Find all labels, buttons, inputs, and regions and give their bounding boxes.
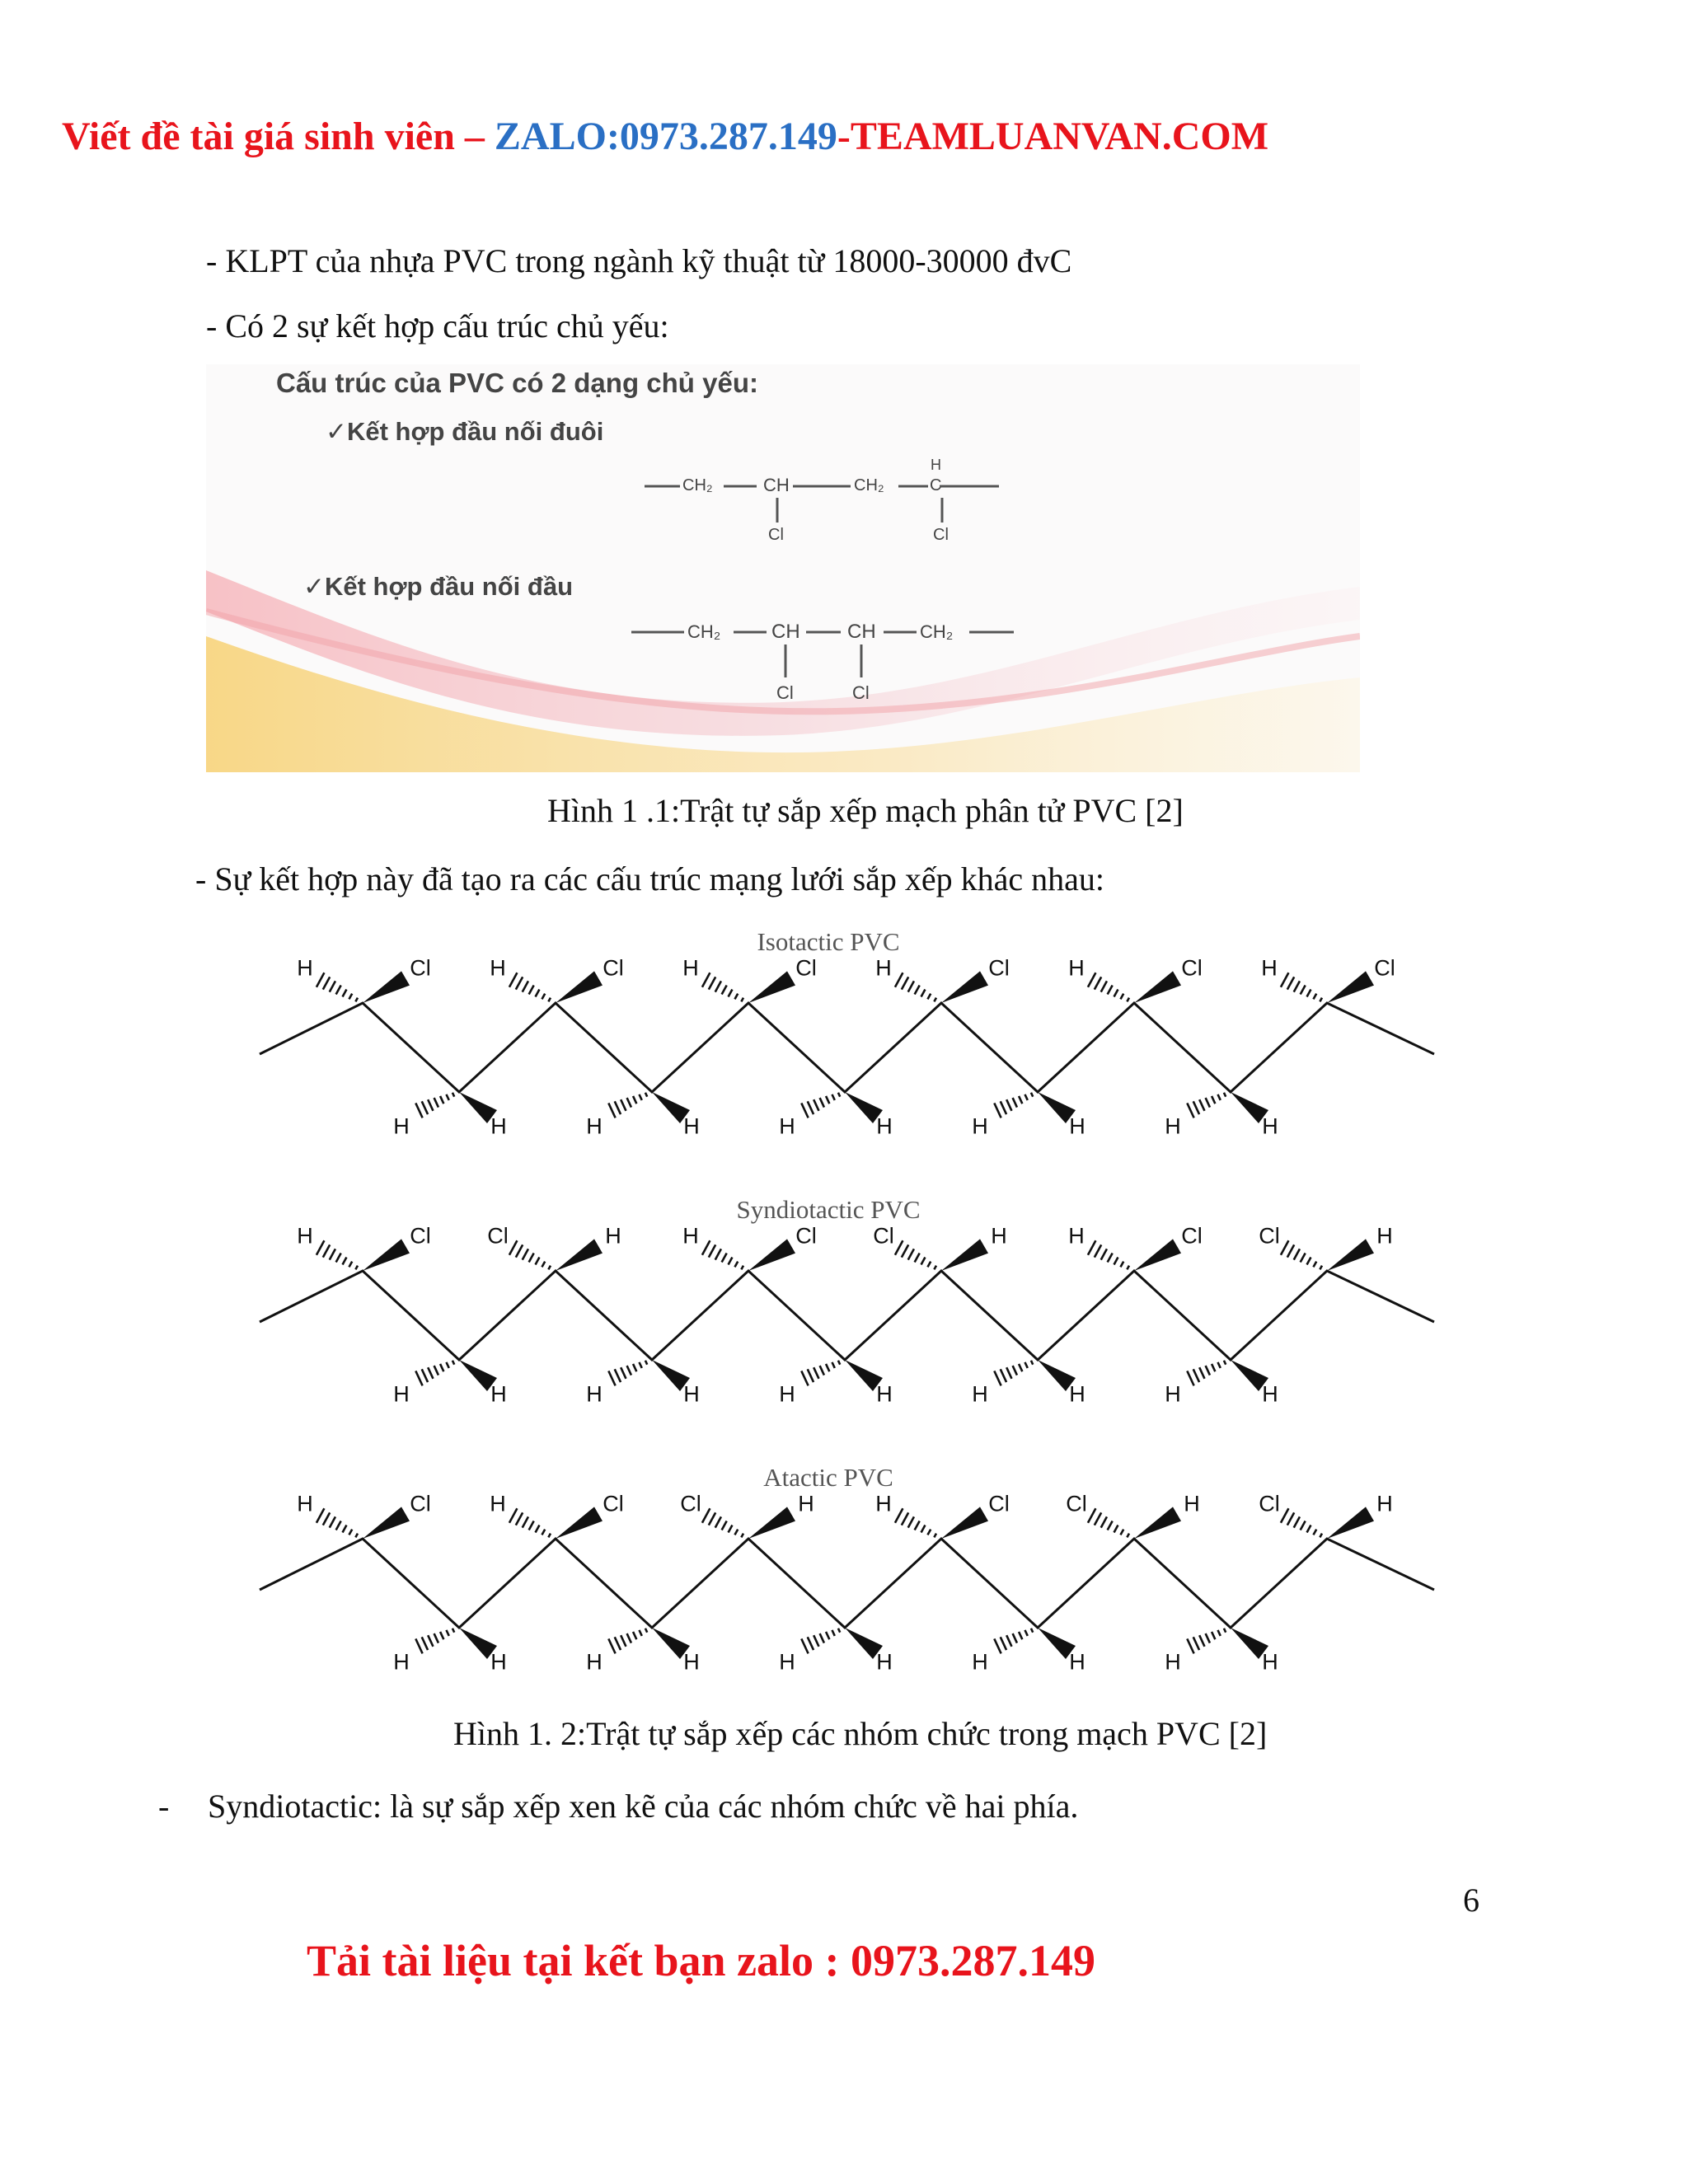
hash-top-2-0 <box>316 1508 358 1537</box>
wedge-top-1-5 <box>1327 1239 1374 1271</box>
atom-bottom-left-1-0: H <box>393 1381 410 1407</box>
atom-bottom-left-2-2: H <box>779 1649 795 1675</box>
atom-top-left-2-2: Cl <box>680 1491 701 1516</box>
hash-bottom-0-1 <box>608 1093 647 1118</box>
hash-top-0-1 <box>509 972 551 1001</box>
f2-ch2-b: CH₂ <box>920 621 954 642</box>
atom-top-right-2-2: H <box>798 1491 814 1516</box>
hash-top-1-1 <box>509 1240 551 1269</box>
hash-bottom-2-4 <box>1187 1629 1226 1654</box>
hash-top-0-5 <box>1281 972 1322 1001</box>
hash-bottom-1-4 <box>1187 1361 1226 1386</box>
wedge-top-0-0 <box>363 971 410 1003</box>
wedge-top-1-2 <box>748 1239 795 1271</box>
body-line-structures: - Có 2 sự kết hợp cấu trúc chủ yếu: <box>206 307 669 344</box>
atom-bottom-right-1-4: H <box>1262 1381 1278 1407</box>
wedge-top-1-0 <box>363 1239 410 1271</box>
hash-bottom-2-0 <box>415 1629 454 1654</box>
figure-1-title: Cấu trúc của PVC có 2 dạng chủ yếu: <box>276 368 758 398</box>
figure-2-bonds <box>247 927 1451 1685</box>
hash-bottom-2-1 <box>608 1629 647 1654</box>
hash-top-2-5 <box>1281 1508 1322 1537</box>
hash-top-0-4 <box>1088 972 1129 1001</box>
atom-top-right-1-5: H <box>1376 1223 1393 1249</box>
atom-bottom-right-1-2: H <box>876 1381 893 1407</box>
hash-top-1-3 <box>895 1240 936 1269</box>
wedge-top-2-1 <box>556 1507 603 1539</box>
hash-top-0-3 <box>895 972 936 1001</box>
atom-top-left-0-5: H <box>1261 955 1278 981</box>
atom-top-right-0-0: Cl <box>410 955 431 981</box>
atom-top-left-1-0: H <box>297 1223 313 1249</box>
footer-banner: Tải tài liệu tại kết bạn zalo : 0973.287.149 <box>307 1936 1095 1985</box>
figure-1-bonds <box>206 364 1360 772</box>
hash-bottom-0-4 <box>1187 1093 1226 1118</box>
atom-top-left-1-4: H <box>1068 1223 1085 1249</box>
atom-bottom-right-0-2: H <box>876 1113 893 1139</box>
figure-2-tacticity <box>247 927 1451 1685</box>
f1-ch2-a: CH₂ <box>682 476 713 494</box>
hash-bottom-1-0 <box>415 1361 454 1386</box>
wedge-top-2-0 <box>363 1507 410 1539</box>
page-number: 6 <box>1463 1882 1479 1919</box>
hash-bottom-1-3 <box>994 1361 1033 1386</box>
hash-top-2-4 <box>1088 1508 1129 1537</box>
hash-top-0-0 <box>316 972 358 1001</box>
wedge-top-1-3 <box>941 1239 988 1271</box>
tacticity-title-1: Syndiotactic PVC <box>736 1195 921 1224</box>
atom-bottom-left-0-4: H <box>1165 1113 1181 1139</box>
wedge-top-0-1 <box>556 971 603 1003</box>
atom-top-right-0-5: Cl <box>1374 955 1395 981</box>
figure-2-caption: Hình 1. 2:Trật tự sắp xếp các nhóm chức trong mạch PVC [2] <box>453 1715 1268 1752</box>
f2-cl-a: Cl <box>776 682 794 703</box>
hash-bottom-2-2 <box>801 1629 840 1654</box>
atom-top-left-0-2: H <box>682 955 699 981</box>
f1-ch-a: CH <box>763 475 790 495</box>
atom-top-left-0-3: H <box>875 955 892 981</box>
atom-top-right-0-4: Cl <box>1181 955 1203 981</box>
header-text-1: Viết đề tài giá sinh viên – <box>62 115 495 158</box>
atom-bottom-right-2-3: H <box>1069 1649 1085 1675</box>
hash-bottom-1-2 <box>801 1361 840 1386</box>
hash-top-1-2 <box>702 1240 743 1269</box>
hash-bottom-0-3 <box>994 1093 1033 1118</box>
body-line-networks: - Sự kết hợp này đã tạo ra các cấu trúc mạng lưới sắp xếp khác nhau: <box>195 860 1105 898</box>
atom-top-left-2-4: Cl <box>1066 1491 1087 1516</box>
atom-bottom-right-1-0: H <box>490 1381 507 1407</box>
atom-top-left-2-0: H <box>297 1491 313 1516</box>
hash-top-1-4 <box>1088 1240 1129 1269</box>
header-zalo: ZALO:0973.287.149 <box>494 115 837 158</box>
atom-bottom-left-1-3: H <box>972 1381 988 1407</box>
wedge-top-2-3 <box>941 1507 988 1539</box>
figure-1-item-head-tail: ✓Kết hợp đầu nối đuôi <box>326 417 604 446</box>
atom-bottom-left-2-3: H <box>972 1649 988 1675</box>
atom-top-right-0-2: Cl <box>795 955 817 981</box>
backbone-2 <box>260 1539 1434 1628</box>
wedge-top-0-5 <box>1327 971 1374 1003</box>
atom-bottom-right-1-1: H <box>683 1381 700 1407</box>
atom-top-left-1-5: Cl <box>1259 1223 1280 1249</box>
f1-cl-a: Cl <box>768 526 784 544</box>
atom-top-right-2-3: Cl <box>988 1491 1010 1516</box>
atom-top-right-2-0: Cl <box>410 1491 431 1516</box>
atom-top-left-1-2: H <box>682 1223 699 1249</box>
atom-bottom-right-0-0: H <box>490 1113 507 1139</box>
atom-bottom-left-2-0: H <box>393 1649 410 1675</box>
figure-1-pvc-structure <box>206 364 1360 772</box>
wedge-top-2-5 <box>1327 1507 1374 1539</box>
atom-top-right-2-4: H <box>1184 1491 1200 1516</box>
atom-top-right-0-3: Cl <box>988 955 1010 981</box>
atom-bottom-right-0-3: H <box>1069 1113 1085 1139</box>
f2-ch-a: CH <box>771 621 800 643</box>
hash-bottom-2-3 <box>994 1629 1033 1654</box>
atom-bottom-left-0-0: H <box>393 1113 410 1139</box>
wedge-top-0-2 <box>748 971 795 1003</box>
f2-ch2-a: CH₂ <box>687 621 721 642</box>
body-line-syndiotactic: Syndiotactic: là sự sắp xếp xen kẽ của các nhóm chức về hai phía. <box>208 1788 1079 1825</box>
wedge-top-0-4 <box>1134 971 1181 1003</box>
wedge-top-2-2 <box>748 1507 795 1539</box>
wedge-top-1-4 <box>1134 1239 1181 1271</box>
atom-top-left-2-3: H <box>875 1491 892 1516</box>
backbone-0 <box>260 1003 1434 1092</box>
atom-bottom-right-2-2: H <box>876 1649 893 1675</box>
atom-bottom-left-0-1: H <box>586 1113 603 1139</box>
atom-bottom-right-2-4: H <box>1262 1649 1278 1675</box>
atom-bottom-left-2-4: H <box>1165 1649 1181 1675</box>
figure-1-caption: Hình 1 .1:Trật tự sắp xếp mạch phân tử PVC [2] <box>547 792 1184 829</box>
f1-ch2-b: CH₂ <box>854 476 884 494</box>
atom-top-right-1-3: H <box>991 1223 1007 1249</box>
header-site: -TEAMLUANVAN.COM <box>837 115 1269 158</box>
atom-top-right-2-1: Cl <box>603 1491 624 1516</box>
f1-cl-b: Cl <box>933 526 949 544</box>
atom-top-left-1-3: Cl <box>873 1223 894 1249</box>
atom-top-right-1-4: Cl <box>1181 1223 1203 1249</box>
hash-bottom-0-2 <box>801 1093 840 1118</box>
atom-top-right-0-1: Cl <box>603 955 624 981</box>
hash-top-1-5 <box>1281 1240 1322 1269</box>
f2-cl-b: Cl <box>852 682 870 703</box>
hash-top-1-0 <box>316 1240 358 1269</box>
atom-top-left-0-0: H <box>297 955 313 981</box>
atom-top-right-2-5: H <box>1376 1491 1393 1516</box>
f1-h: H <box>931 457 941 473</box>
atom-bottom-left-1-1: H <box>586 1381 603 1407</box>
atom-bottom-right-0-4: H <box>1262 1113 1278 1139</box>
atom-top-left-2-5: Cl <box>1259 1491 1280 1516</box>
atom-top-right-1-2: Cl <box>795 1223 817 1249</box>
hash-top-2-3 <box>895 1508 936 1537</box>
hash-bottom-1-1 <box>608 1361 647 1386</box>
tacticity-title-2: Atactic PVC <box>763 1463 893 1492</box>
hash-top-2-1 <box>509 1508 551 1537</box>
backbone-1 <box>260 1271 1434 1360</box>
atom-bottom-right-1-3: H <box>1069 1381 1085 1407</box>
wedge-top-0-3 <box>941 971 988 1003</box>
atom-bottom-left-0-2: H <box>779 1113 795 1139</box>
f2-ch-b: CH <box>847 621 876 643</box>
atom-bottom-right-2-0: H <box>490 1649 507 1675</box>
wedge-top-2-4 <box>1134 1507 1181 1539</box>
f1-c: C <box>930 476 942 494</box>
wedge-top-1-1 <box>556 1239 603 1271</box>
hash-top-0-2 <box>702 972 743 1001</box>
tacticity-title-0: Isotactic PVC <box>757 927 900 956</box>
atom-top-right-1-0: Cl <box>410 1223 431 1249</box>
atom-top-left-0-4: H <box>1068 955 1085 981</box>
figure-1-item-head-head: ✓Kết hợp đầu nối đầu <box>303 572 573 601</box>
hash-top-2-2 <box>702 1508 743 1537</box>
atom-bottom-left-1-2: H <box>779 1381 795 1407</box>
body-line-klpt: - KLPT của nhựa PVC trong ngành kỹ thuật từ 18000-30000 đvC <box>206 242 1072 279</box>
hash-bottom-0-0 <box>415 1093 454 1118</box>
atom-bottom-left-0-3: H <box>972 1113 988 1139</box>
atom-top-left-0-1: H <box>490 955 506 981</box>
atom-top-left-1-1: Cl <box>487 1223 509 1249</box>
atom-bottom-left-1-4: H <box>1165 1381 1181 1407</box>
atom-top-left-2-1: H <box>490 1491 506 1516</box>
atom-bottom-right-0-1: H <box>683 1113 700 1139</box>
atom-bottom-left-2-1: H <box>586 1649 603 1675</box>
header-banner <box>62 114 1268 159</box>
atom-bottom-right-2-1: H <box>683 1649 700 1675</box>
atom-top-right-1-1: H <box>605 1223 621 1249</box>
bullet-dash: - <box>158 1788 170 1825</box>
